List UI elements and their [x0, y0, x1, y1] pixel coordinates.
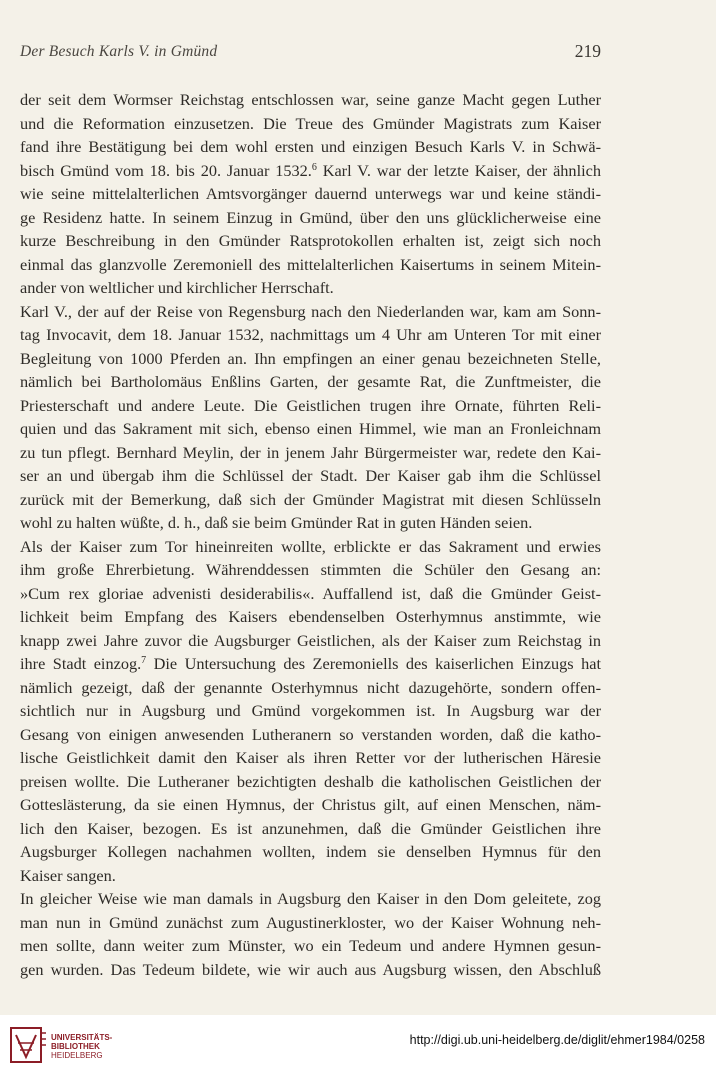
text-line-content: zu tun pflegt. Bernhard Meylin, der in jenem Jahr Bürgermeister war, redete den Kai-: [20, 442, 601, 462]
text-line-content: wohl zu halten wüßte, d. h., daß sie beim Gmünder Rat in guten Händen seien.: [20, 513, 533, 532]
text-line-content: sichtlich nur in Augsburg und Gmünd vorgekommen ist. In Augsburg war der: [20, 701, 601, 720]
text-line-content: men sollte, dann weiter zum Münster, wo ein Tedeum und andere Hymnen gesun-: [20, 936, 601, 955]
text-line-content: und die Reformation einzusetzen. Die Treue des Gmünder Magistrats zum Kaiser: [20, 113, 601, 133]
text-line: [20, 370, 601, 394]
text-line: [20, 582, 601, 606]
text-line-content: »Cum rex gloriae advenisti desiderabilis«. Auffallend ist, daß die Gmünder Geist-: [20, 583, 601, 603]
text-line: [20, 558, 601, 582]
text-line-content: Gesang von einigen anwesenden Lutheranern so verstanden worden, daß die katho-: [20, 724, 601, 744]
text-line: [20, 652, 601, 676]
text-line: [20, 723, 601, 747]
library-logo[interactable]: [8, 1023, 120, 1067]
text-line: [20, 464, 601, 488]
library-seal-icon: [8, 1023, 48, 1067]
text-line: [20, 253, 601, 277]
text-line-content: Begleitung von 1000 Pferden an. Ihn empfingen an einer genau bezeichneten Stelle,: [20, 348, 601, 368]
text-line-content: der seit dem Wormser Reichstag entschlossen war, seine ganze Macht gegen Luther: [20, 90, 601, 109]
text-line-content: zurück mit der Bemerkung, daß sich der Gmünder Magistrat mit diesen Schlüsseln: [20, 489, 601, 509]
text-line-content: tag Invocavit, dem 18. Januar 1532, nachmittags um 4 Uhr am Unteren Tor mit einer: [20, 325, 601, 344]
permalink-url[interactable]: http://digi.ub.uni-heidelberg.de/diglit/ehmer1984/0258: [409, 1033, 705, 1047]
text-line-content: lische Geistlichkeit damit den Kaiser als ihren Retter vor der lutherischen Häresie: [20, 748, 601, 767]
text-line: [20, 135, 601, 159]
text-line-content: lichkeit beim Empfang des Kaisers ebendenselben Osterhymnus anstimmte, wie: [20, 607, 601, 626]
text-line-content: ihre Stadt einzog.: [20, 654, 142, 673]
logo-line: HEIDELBERG: [51, 1051, 103, 1060]
text-line-content: ser an und übergab ihm die Schlüssel der Stadt. Der Kaiser gab ihm die Schlüssel: [20, 466, 601, 485]
text-line-content: ihm große Ehrerbietung. Währenddessen stimmten die Schüler den Gesang an:: [20, 560, 601, 579]
text-line: [20, 535, 601, 559]
viewer-footer: [0, 1015, 716, 1074]
text-line: [20, 793, 601, 817]
text-line-content: Augsburger Kollegen nachahmen wollten, indem sie denselben Hymnus für den: [20, 842, 601, 861]
text-line-content: In gleicher Weise wie man damals in Augsburg den Kaiser in den Dom geleitete, zog: [20, 889, 601, 908]
text-line: [20, 511, 601, 535]
page-header: [20, 43, 601, 67]
text-line: [20, 182, 601, 206]
text-line: [20, 676, 601, 700]
text-line: [20, 276, 601, 300]
footnote-marker[interactable]: 7: [141, 655, 147, 666]
text-line-content: ge Residenz hatte. In seinem Einzug in Gmünd, über den uns glücklicherweise eine: [20, 207, 601, 227]
text-line: [20, 206, 601, 230]
text-line-continuation: Karl V. war der letzte Kaiser, der ähnlich: [316, 160, 601, 180]
text-line-content: man nun in Gmünd zunächst zum Augustinerkloster, wo der Kaiser Wohnung neh-: [20, 912, 601, 932]
text-line: [20, 958, 601, 982]
text-line: [20, 864, 601, 888]
text-line-content: gen wurden. Das Tedeum bildete, wie wir auch aus Augsburg wissen, den Abschluß: [20, 959, 601, 979]
text-line-content: preisen wollte. Die Lutheraner bezichtigten deshalb die katholischen Geistlichen der: [20, 771, 601, 791]
text-line: [20, 817, 601, 841]
text-line-content: Als der Kaiser zum Tor hineinreiten wollte, erblickte er das Sakrament und erwies: [20, 536, 601, 556]
library-logo-text: [51, 1033, 112, 1060]
text-line-content: kurze Beschreibung in den Gmünder Ratsprotokollen erhalten ist, zeigt sich noch: [20, 231, 601, 250]
text-line: [20, 229, 601, 253]
running-title: Der Besuch Karls V. in Gmünd: [20, 43, 218, 60]
text-line-content: bisch Gmünd vom 18. bis 20. Januar 1532.: [20, 160, 312, 180]
logo-line: UNIVERSITÄTS-: [51, 1033, 113, 1042]
text-line-content: quien und das Sakrament mit sich, ebenso einen Himmel, wie man an Fronleichnam: [20, 419, 601, 438]
text-line: [20, 699, 601, 723]
text-line: [20, 417, 601, 441]
text-line: [20, 911, 601, 935]
text-line-content: lich den Kaiser, bezogen. Es ist anzunehmen, daß die Gmünder Geistlichen ihre: [20, 818, 601, 838]
text-line: [20, 394, 601, 418]
text-line-content: wie seine mittelalterlichen Amtsvorgänger dauernd unterwegs war und keine ständi-: [20, 184, 601, 203]
text-line: [20, 605, 601, 629]
text-line: [20, 629, 601, 653]
text-line-continuation: Die Untersuchung des Zeremoniells des kaiserlichen Einzugs hat: [146, 654, 601, 673]
text-line: [20, 159, 601, 183]
text-line: [20, 746, 601, 770]
text-line-content: ander von weltlicher und kirchlicher Herrschaft.: [20, 278, 334, 297]
text-line: [20, 323, 601, 347]
text-line: [20, 934, 601, 958]
footnote-marker[interactable]: 6: [311, 161, 317, 173]
text-line: [20, 88, 601, 112]
text-line-content: Gotteslästerung, da sie einen Hymnus, der Christus gilt, auf einen Menschen, näm-: [20, 795, 601, 814]
text-line: [20, 300, 601, 324]
logo-line: BIBLIOTHEK: [51, 1042, 100, 1051]
text-line-content: einmal das glanzvolle Zeremoniell des mittelalterlichen Kaisertums in seinem Mitein-: [20, 254, 601, 274]
text-line-content: Kaiser sangen.: [20, 865, 116, 885]
text-line-content: knapp zwei Jahre zuvor die Augsburger Geistlichen, als der Kaiser zum Reichstag in: [20, 630, 601, 650]
text-line: [20, 840, 601, 864]
text-line: [20, 488, 601, 512]
text-line: [20, 887, 601, 911]
text-line: [20, 112, 601, 136]
text-line: [20, 441, 601, 465]
body-text: [20, 88, 601, 981]
text-line-content: nämlich gezeigt, daß der genannte Osterhymnus nicht dazugehörte, sondern offen-: [20, 677, 601, 697]
text-line-content: fand ihre Bestätigung bei dem wohl ersten und einzigen Besuch Karls V. in Schwä-: [20, 137, 601, 156]
text-line-content: Priesterschaft und andere Leute. Die Geistlichen trugen ihre Ornate, führten Reli-: [20, 395, 601, 415]
text-line-content: nämlich bei Bartholomäus Enßlins Garten, der gesamte Rat, die Zunftmeister, die: [20, 372, 601, 391]
page-number: 219: [574, 41, 601, 61]
text-line: [20, 347, 601, 371]
text-line: [20, 770, 601, 794]
text-line-content: Karl V., der auf der Reise von Regensburg nach den Niederlanden war, kam am Sonn-: [20, 301, 601, 321]
